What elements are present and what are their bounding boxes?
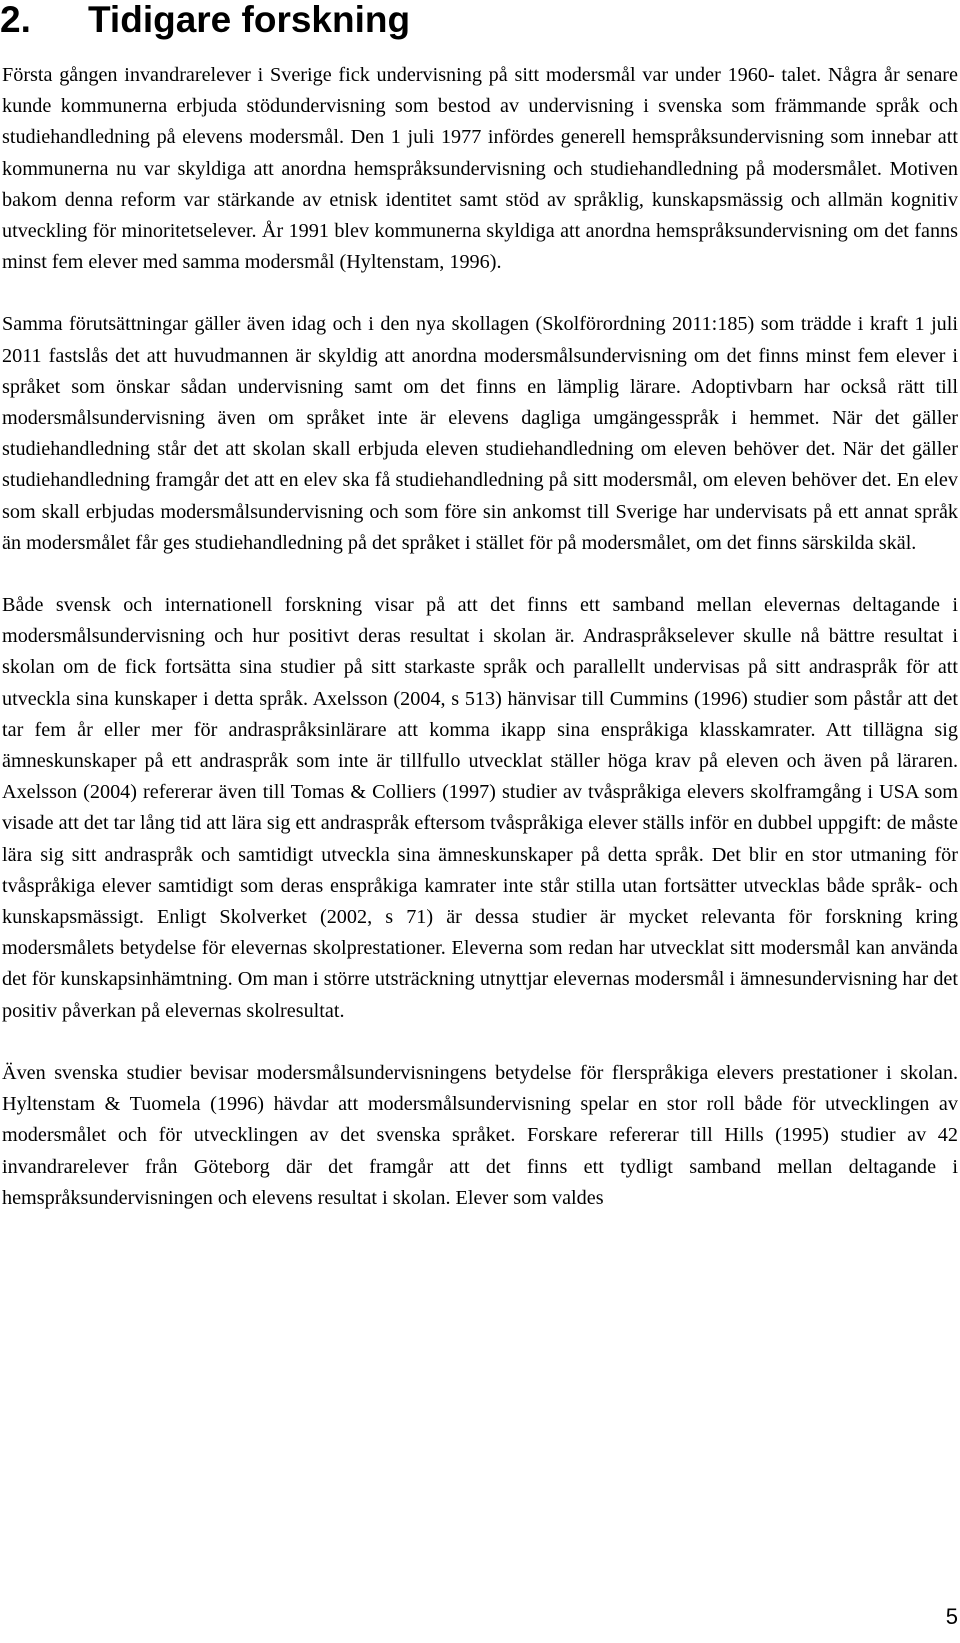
paragraph-swedish-studies: Även svenska studier bevisar modersmålsundervisningens betydelse för flerspråkiga elevers prestationer i skolan. Hyltenstam & Tuomela (1996) hävdar att modersmålsundervisning spelar en stor roll både för utvecklingen av modersmålet och för utvecklingen av det svenska språket. Forskare refererar till Hills (1995) studier av 42 invandrarelever från Göteborg där det framgår att det finns ett tydligt samband mellan deltagande i hemspråksundervisningen och elevens resultat i skolan. Elever som valdes: [2, 1061, 958, 1209]
paragraph-research: Både svensk och internationell forskning visar på att det finns ett samband mellan elevernas deltagande i modersmålsundervisning och hur positivt deras resultat i skolan är. Andraspråkselever skulle nå bättre resultat i skolan om de fick fortsätta sina studier på sitt starkaste språk och parallellt undervisas på sitt andraspråk för att utveckla sina kunskaper i detta språk. Axelsson (2004, s 513) hänvisar till Cummins (1996) studier som påstår att det tar fem år eller mer för andraspråksinlärare att komma ikapp sina enspråkiga klasskamrater. Att tillägna sig ämneskunskaper på ett andraspråk som inte är tillfullo utvecklat ställer höga krav på eleven och även på läraren. Axelsson (2004) refererar även till Tomas & Colliers (1997) studier av tvåspråkiga elevers skolframgång i USA som visade att det tar lång tid att lära sig ett andraspråk eftersom tvåspråkiga elever ställs inför en dubbel uppgift: de måste lära sig sitt andraspråk och samtidigt utveckla sina ämneskunskaper på detta språk. Det blir en stor utmaning för tvåspråkiga elever samtidigt som deras enspråkiga kamrater inte står stilla utan fortsätter utvecklas både språk- och kunskapsmässigt. Enligt Skolverket (2002, s 71) är dessa studier är mycket relevanta för forskning kring modersmålets betydelse för elevernas skolprestationer. Eleverna som redan har utvecklat sitt modersmål kan använda det för kunskapsinhämtning. Om man i större utsträckning utnyttjar elevernas modersmål i ämnesundervisning har det positiv påverkan på elevernas skolresultat.: [2, 594, 958, 1022]
paragraph-current-law: Samma förutsättningar gäller även idag och i den nya skollagen (Skolförordning 2011:185) som trädde i kraft 1 juli 2011 fastslås det att huvudmannen är skyldig att anordna modersmålsundervisning om det finns minst fem elever i språket som önskar sådan undervisning samt om det finns en lämplig lärare. Adoptivbarn har också rätt till modersmålsundervisning även om språket inte är elevens dagliga umgängesspråk i hemmet. När det gäller studiehandledning står det att skolan skall erbjuda eleven studiehandledning om eleven behöver det. När det gäller studiehandledning framgår det att en elev ska få studiehandledning på sitt modersmål, om eleven behöver det. En elev som skall erbjudas modersmålsundervisning och som före sin ankomst till Sverige har undervisats på ett annat språk än modersmålet får ges studiehandledning på det språket i stället för på modersmålet, om det finns särskilda skäl.: [2, 313, 958, 554]
section-title: Tidigare forskning: [88, 0, 411, 40]
body-text: [2, 60, 958, 1245]
section-number: 2.: [0, 0, 31, 40]
paragraph-history: Första gången invandrarelever i Sverige fick undervisning på sitt modersmål var under 1960- talet. Några år senare kunde kommunerna erbjuda stödundervisning som bestod av undervisning i svenska som främmande språk och studiehandledning på elevens modersmål. Den 1 juli 1977 infördes generell hemspråksundervisning som innebar att kommunerna nu var skyldiga att anordna hemspråksundervisning och studiehandledning på modersmålet. Motiven bakom denna reform var stärkande av etnisk identitet samt stöd av språklig, kunskapsmässig och allmän kognitiv utveckling för minoritetselever. År 1991 blev kommunerna skyldiga att anordna hemspråksundervisning om det fanns minst fem elever med samma modersmål (Hyltenstam, 1996).: [2, 64, 958, 274]
page-number: 5: [945, 1604, 958, 1629]
section-heading: [0, 0, 410, 40]
